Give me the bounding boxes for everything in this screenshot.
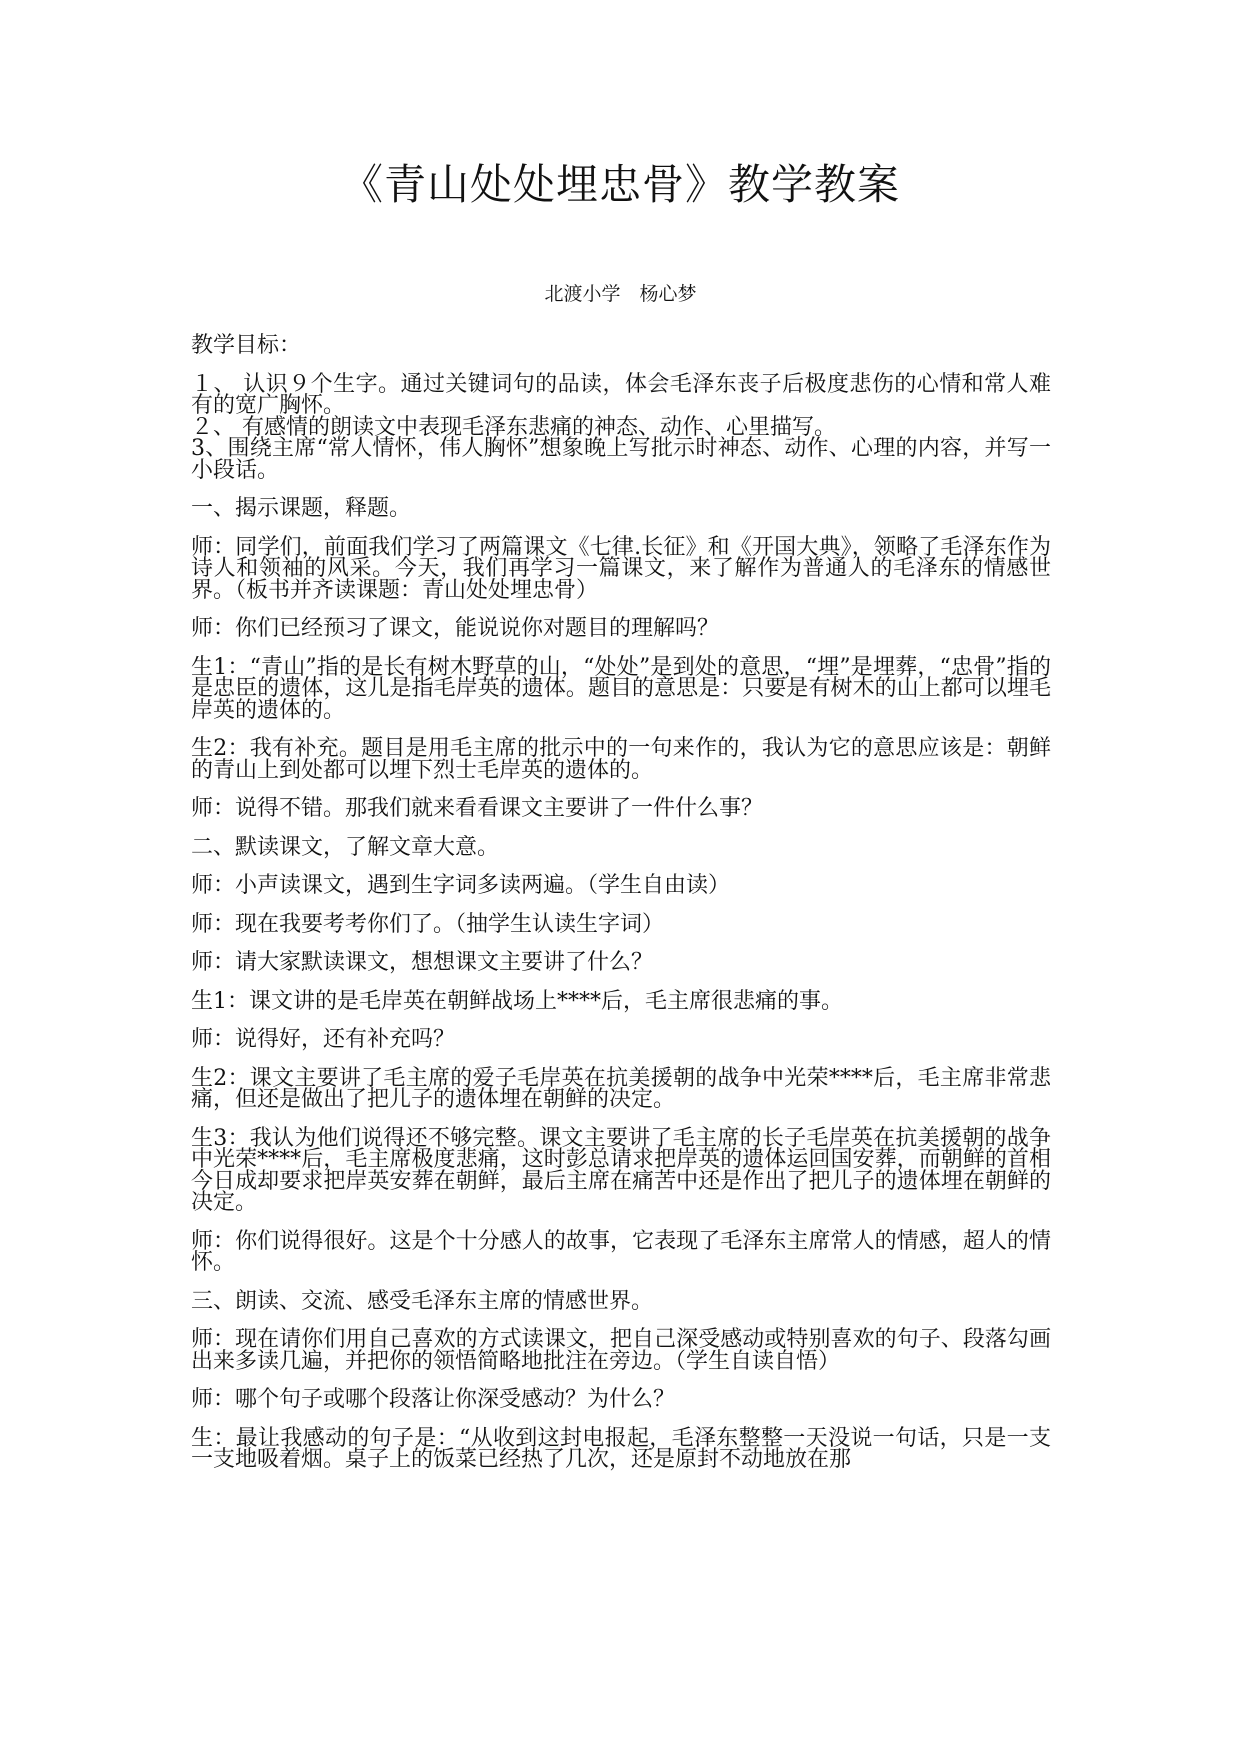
section-heading: 一、揭示课题，释题。 [191,496,412,521]
paragraph: 师：现在请你们用自己喜欢的方式读课文，把自己深受感动或特别喜欢的句子、段落勾画出来多读几遍，并把你的领悟简略地批注在旁边。（学生自读自悟） [191,1327,1051,1374]
section-heading: 三、朗读、交流、感受毛泽东主席的情感世界。 [191,1288,654,1314]
paragraph: 师：你们说得很好。这是个十分感人的故事，它表现了毛泽东主席常人的情感，超人的情怀。 [191,1228,1051,1275]
paragraph: 生：最让我感动的句子是：“从收到这封电报起，毛泽东整整一天没说一句话，只是一支一支地吸着烟。桌子上的饭菜已经热了几次，还是原封不动地放在那 [191,1425,1051,1472]
paragraph: 师：现在我要考考你们了。（抽学生认读生字词） [191,911,665,937]
document-title: 《青山处处埋忠骨》教学教案 [340,160,900,209]
paragraph: 生2：课文主要讲了毛主席的爱子毛岸英在抗美援朝的战争中光荣****后，毛主席非常悲痛，但还是做出了把儿子的遗体埋在朝鲜的决定。 [191,1065,1051,1112]
paragraph: 生2：我有补充。题目是用毛主席的批示中的一句来作的，我认为它的意思应该是：朝鲜的青山上到处都可以埋下烈士毛岸英的遗体的。 [191,736,1051,783]
paragraph: 师：说得好，还有补充吗？ [191,1027,456,1052]
goal-item: １、 认识９个生字。通过关键词句的品读，体会毛泽东丧子后极度悲伤的心情和常人难有的宽广胸怀。 [191,371,1051,418]
paragraph: 师：请大家默读课文，想想课文主要讲了什么？ [191,950,654,975]
paragraph: 生1：课文讲的是毛岸英在朝鲜战场上****后，毛主席很悲痛的事。 [191,988,843,1014]
document-body [191,335,1051,1488]
author-line: 北渡小学 杨心梦 [544,283,697,305]
paragraph: 生1：“青山”指的是长有树木野草的山，“处处”是到处的意思，“埋”是埋葬，“忠骨”指的是忠臣的遗体，这儿是指毛岸英的遗体。题目的意思是：只要是有树木的山上都可以埋毛岸英的遗体的。 [191,654,1051,723]
paragraph: 师：同学们，前面我们学习了两篇课文《七律.长征》和《开国大典》，领略了毛泽东作为诗人和领袖的风采。今天，我们再学习一篇课文，来了解作为普通人的毛泽东的情感世界。（板书并齐读课题：青山处处埋忠骨） [191,534,1051,603]
paragraph: 师：小声读课文，遇到生字词多读两遍。（学生自由读） [191,873,731,898]
goal-item: ２、 有感情的朗读文中表现毛泽东悲痛的神态、动作、心里描写。 [191,414,836,440]
goal-item: 3、围绕主席“常人情怀，伟人胸怀”想象晚上写批示时神态、动作、心理的内容，并写一小段话。 [191,436,1051,483]
paragraph: 师：你们已经预习了课文，能说说你对题目的理解吗？ [191,616,720,641]
paragraph: 生3：我认为他们说得还不够完整。课文主要讲了毛主席的长子毛岸英在抗美援朝的战争中光荣****后，毛主席极度悲痛，这时彭总请求把岸英的遗体运回国安葬，而朝鲜的首相今日成却要求把岸英安葬在朝鲜，最后主席在痛苦中还是作出了把儿子的遗体埋在朝鲜的决定。 [191,1125,1051,1215]
paragraph: 师：说得不错。那我们就来看看课文主要讲了一件什么事？ [191,796,764,821]
section-heading: 二、默读课文，了解文章大意。 [191,834,500,860]
paragraph: 师：哪个句子或哪个段落让你深受感动？为什么？ [191,1387,676,1412]
goals-heading: 教学目标： [191,333,302,358]
